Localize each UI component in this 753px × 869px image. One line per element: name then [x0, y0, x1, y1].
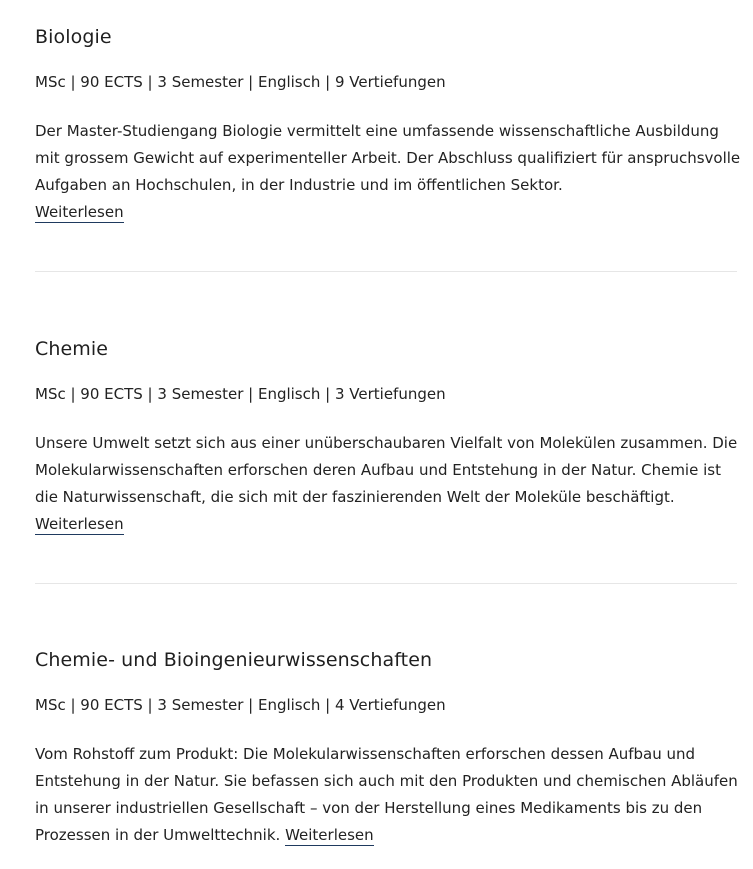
program-description	[35, 430, 745, 538]
program-meta: MSc | 90 ECTS | 3 Semester | Englisch | 3 Vertiefungen	[35, 385, 446, 403]
program-description-text: Vom Rohstoff zum Produkt: Die Molekularwissenschaften erforschen dessen Aufbau und Entstehung in der Natur. Sie befassen sich auch mit den Produkten und chemischen Abläufen in unserer industriellen Gesellschaft – von der Herstellung eines Medikaments bis zu den Prozessen in der Umwelttechnik.	[35, 745, 738, 844]
program-title[interactable]: Chemie	[35, 338, 109, 360]
read-more-link[interactable]: Weiterlesen	[35, 203, 124, 221]
program-entry-chemie	[35, 336, 745, 538]
read-more-link[interactable]: Weiterlesen	[35, 515, 124, 533]
read-more-link[interactable]: Weiterlesen	[285, 826, 374, 844]
program-description-text: Der Master-Studiengang Biologie vermittelt eine umfassende wissenschaftliche Ausbildung mit grossem Gewicht auf experimenteller Arbeit. Der Abschluss qualifiziert für anspruchsvolle Aufgaben an Hochschulen, in der Industrie und im öffentlichen Sektor.	[35, 122, 741, 194]
program-description	[35, 118, 745, 226]
program-description-text: Unsere Umwelt setzt sich aus einer unüberschaubaren Vielfalt von Molekülen zusammen. Die Molekularwissenschaften erforschen deren Aufbau und Entstehung in der Natur. Chemie ist die Naturwissenschaft, die sich mit der faszinierenden Welt der Moleküle beschäftigt.	[35, 434, 738, 506]
program-title[interactable]: Biologie	[35, 26, 112, 48]
program-entry-biologie	[35, 24, 745, 226]
program-meta: MSc | 90 ECTS | 3 Semester | Englisch | 4 Vertiefungen	[35, 696, 446, 714]
program-meta: MSc | 90 ECTS | 3 Semester | Englisch | 9 Vertiefungen	[35, 73, 446, 91]
program-entry-chemie-bioingenieur	[35, 647, 745, 849]
program-title[interactable]: Chemie- und Bioingenieurwissenschaften	[35, 649, 433, 671]
divider	[35, 271, 737, 272]
program-description	[35, 741, 745, 849]
divider	[35, 583, 737, 584]
